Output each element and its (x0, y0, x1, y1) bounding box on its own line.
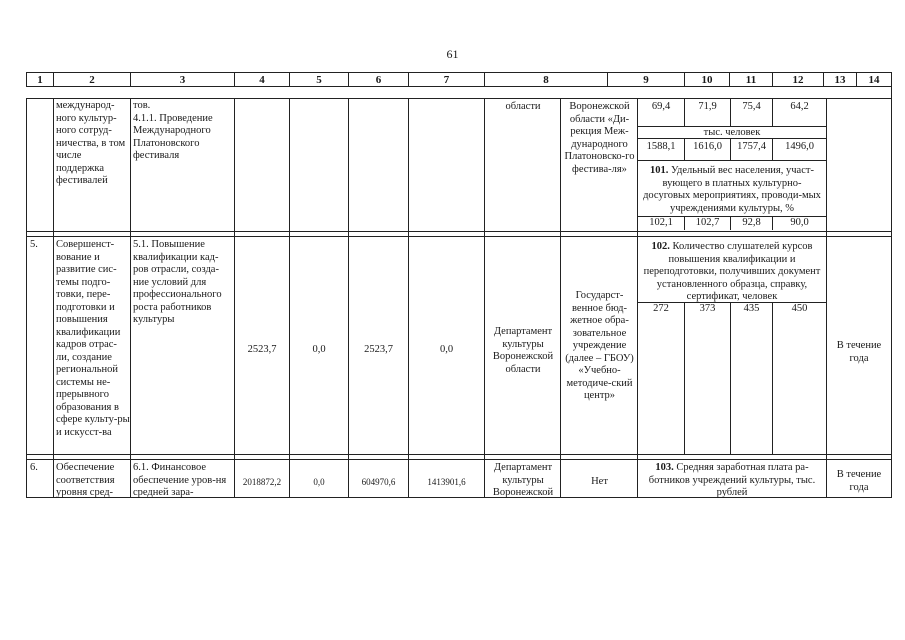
col-num-12: 12 (773, 73, 824, 87)
cont-v1-2020: 71,9 (698, 101, 717, 112)
indicator-101: 101. Удельный вес населения, участ-вующего в платных культурно-досуговых мероприятиях, проводи-мых учреждениями культуры, % (643, 165, 821, 214)
cont-v1-2022: 64,2 (790, 101, 809, 112)
row5-col6: 2523,7 (364, 344, 393, 355)
cont-responsible: области (505, 101, 541, 112)
row5-col7: 0,0 (439, 344, 454, 355)
col-num-9: 9 (608, 73, 685, 87)
indicator-103: 103. Средняя заработная плата ра-ботников учреждений культуры, тыс. рублей (648, 462, 816, 498)
cont-v2-2022: 1496,0 (785, 141, 814, 152)
row5-responsible: Департамент культуры Воронежской области (492, 326, 554, 375)
row5-number: 5. (30, 239, 38, 250)
cont-v2-2021: 1757,4 (737, 141, 766, 152)
page-number: 61 (446, 47, 459, 61)
row6-col5: 0,0 (313, 477, 325, 487)
cont-v2-2019: 1588,1 (646, 141, 676, 152)
row5-col4: 2523,7 (247, 344, 277, 355)
col-num-10: 10 (685, 73, 730, 87)
col-num-6: 6 (349, 73, 409, 87)
row6-goal-text: Обеспечение соответствия уровня сред- (56, 462, 115, 498)
row6-term: В течение года (836, 469, 882, 493)
col-num-7: 7 (409, 73, 485, 87)
indicator-102: 102. Количество слушателей курсов повышения квалификации и переподготовки, получивших документ установленного образца, справку, сертификат, человек (643, 241, 821, 302)
col-num-5: 5 (290, 73, 349, 87)
cont-v3-2020: 102,7 (695, 217, 720, 228)
cont-unit: тыс. человек (703, 127, 761, 138)
row6-responsible: Департамент культуры Воронежской (492, 462, 554, 498)
cont-v1-2021: 75,4 (742, 101, 761, 112)
row6-col6: 604970,6 (361, 477, 396, 487)
row6-number: 6. (30, 462, 38, 473)
row5-v-2022: 450 (791, 303, 808, 314)
row5-v-2019: 272 (653, 303, 669, 314)
cont-v3-2022: 90,0 (790, 217, 809, 228)
row5-term: В течение года (836, 340, 882, 364)
row5-executor: Государст-венное бюд-жетное обра-зовательное учреждение (далее – ГБОУ) «Учебно-методиче-ский центр» (565, 290, 634, 401)
row6-col7: 1413901,6 (427, 477, 466, 487)
row5-v-2020: 373 (699, 303, 716, 314)
row6-col4: 2018872,2 (242, 477, 282, 487)
row6-measure-text: 6.1. Финансовое обеспечение уров-ня средней зара- (133, 462, 227, 498)
cont-v2-2020: 1616,0 (693, 141, 722, 152)
cont-v3-2019: 102,1 (649, 217, 673, 228)
row5-goal-text: Совершенст-вование и развитие сис-темы подго-товки, пере-подготовки и повышения квалификации кадров отрас-ли, создание региональной системы не-прерывного образования в сфере культу-ры и искусст-ва (56, 239, 130, 438)
col-num-11: 11 (730, 73, 773, 87)
cont-measure-text: тов. 4.1.1. Проведение Международного Платоновского фестиваля (133, 100, 213, 161)
row5-measure-text: 5.1. Повышение квалификации кад-ров отрасли, созда-ние условий для профессионального роста работников культуры (133, 239, 222, 325)
col-num-8: 8 (485, 73, 608, 87)
cont-v3-2021: 92,8 (742, 217, 761, 228)
row5-col5: 0,0 (312, 344, 326, 355)
col-num-1: 1 (27, 73, 54, 87)
col-num-14: 14 (857, 73, 892, 87)
row6-executor: Нет (591, 476, 608, 487)
col-num-3: 3 (131, 73, 235, 87)
cont-executor: Воронежской области «Ди-рекция Меж-дународного Платоновско-го фестива-ля» (564, 101, 635, 175)
row5-v-2021: 435 (743, 303, 760, 314)
cont-v1-2019: 69,4 (651, 101, 671, 112)
col-num-2: 2 (54, 73, 131, 87)
cont-goal-text: международ-ного культур-ного сотруд-ничества, в том числе поддержка фестивалей (56, 100, 126, 186)
col-num-13: 13 (824, 73, 857, 87)
col-num-4: 4 (235, 73, 290, 87)
